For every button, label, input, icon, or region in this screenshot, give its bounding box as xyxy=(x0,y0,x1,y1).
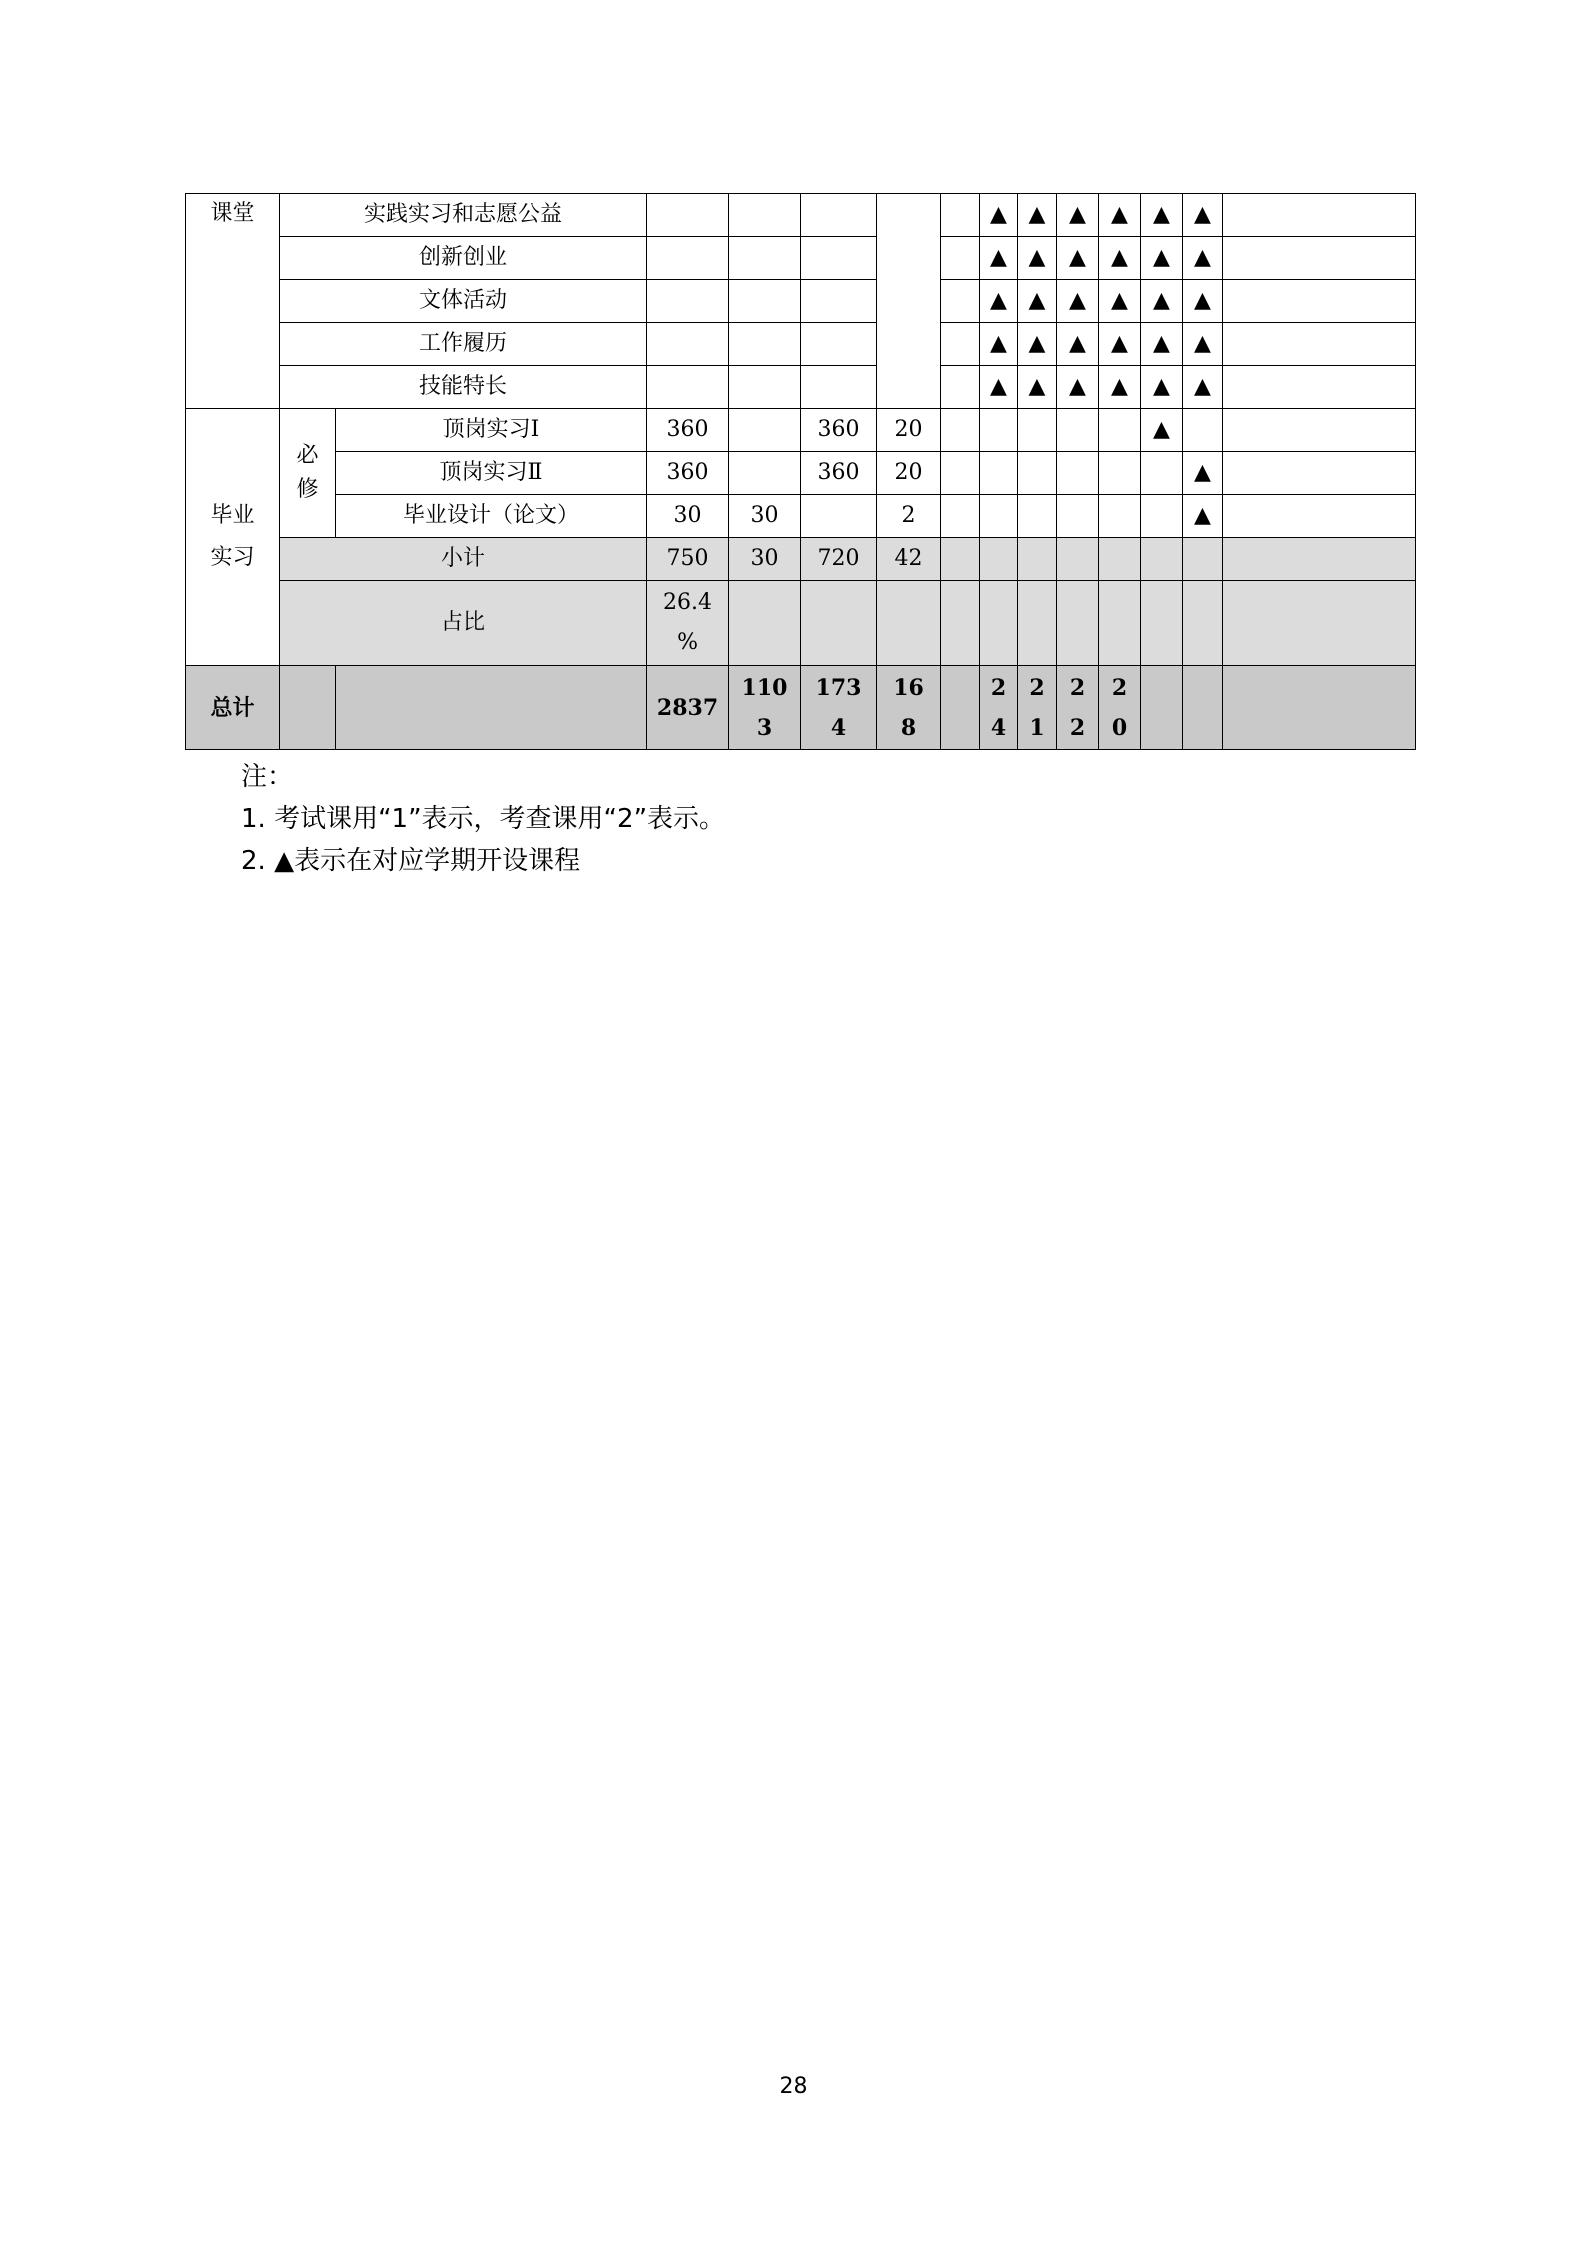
triangle-icon: ▲ xyxy=(1057,280,1099,323)
triangle-icon: ▲ xyxy=(1141,366,1183,409)
grand-total-label: 总计 xyxy=(186,666,280,750)
triangle-icon: ▲ xyxy=(1018,194,1057,237)
triangle-icon: ▲ xyxy=(1183,237,1223,280)
triangle-icon: ▲ xyxy=(980,237,1018,280)
table-row xyxy=(186,237,1416,280)
triangle-icon: ▲ xyxy=(1018,323,1057,366)
course-plan-table xyxy=(185,193,1416,750)
triangle-icon: ▲ xyxy=(1099,194,1141,237)
category-ketang: 课堂 xyxy=(186,194,280,409)
triangle-icon: ▲ xyxy=(1183,194,1223,237)
notes-section xyxy=(241,756,725,882)
category-biye: 毕业 实习 xyxy=(186,409,280,666)
course-name: 工作履历 xyxy=(280,323,647,366)
triangle-icon: ▲ xyxy=(1183,366,1223,409)
triangle-icon: ▲ xyxy=(1141,409,1183,452)
triangle-icon: ▲ xyxy=(1099,237,1141,280)
course-name: 技能特长 xyxy=(280,366,647,409)
table-row xyxy=(186,323,1416,366)
table-row: 毕业设计（论文） 30 30 2 ▲ xyxy=(186,495,1416,538)
triangle-icon: ▲ xyxy=(980,366,1018,409)
ratio-label: 占比 xyxy=(280,581,647,666)
triangle-icon xyxy=(1141,452,1183,495)
notes-title: 注： xyxy=(241,762,294,792)
triangle-icon: ▲ xyxy=(980,194,1018,237)
table-row: 顶岗实习Ⅱ 360 360 20 ▲ xyxy=(186,452,1416,495)
note-line-2: 2. ▲表示在对应学期开设课程 xyxy=(241,846,581,876)
triangle-icon xyxy=(1183,409,1223,452)
course-name: 实践实习和志愿公益 xyxy=(280,194,647,237)
triangle-icon xyxy=(1141,495,1183,538)
triangle-icon: ▲ xyxy=(1141,237,1183,280)
grand-total-row: 总计 2837 110 3 173 4 16 8 2 4 2 1 2 2 2 0 xyxy=(186,666,1416,750)
table-row xyxy=(186,366,1416,409)
table-row xyxy=(186,280,1416,323)
triangle-icon: ▲ xyxy=(1018,280,1057,323)
triangle-icon: ▲ xyxy=(1141,323,1183,366)
triangle-icon: ▲ xyxy=(980,323,1018,366)
subtotal-row: 小计 750 30 720 42 xyxy=(186,538,1416,581)
table-row xyxy=(186,194,1416,237)
triangle-icon: ▲ xyxy=(1057,366,1099,409)
triangle-icon: ▲ xyxy=(1099,280,1141,323)
course-name: 顶岗实习Ⅱ xyxy=(336,452,647,495)
triangle-icon: ▲ xyxy=(1057,194,1099,237)
triangle-icon: ▲ xyxy=(1183,452,1223,495)
triangle-icon: ▲ xyxy=(980,280,1018,323)
page-number: 28 xyxy=(779,2074,808,2099)
course-name: 毕业设计（论文） xyxy=(336,495,647,538)
triangle-icon: ▲ xyxy=(1099,366,1141,409)
triangle-icon: ▲ xyxy=(1141,194,1183,237)
subtotal-label: 小计 xyxy=(280,538,647,581)
triangle-icon: ▲ xyxy=(1183,280,1223,323)
triangle-icon: ▲ xyxy=(1141,280,1183,323)
triangle-icon: ▲ xyxy=(1183,323,1223,366)
triangle-icon: ▲ xyxy=(1018,237,1057,280)
note-line-1: 1. 考试课用“1”表示，考查课用“2”表示。 xyxy=(241,804,726,834)
triangle-icon: ▲ xyxy=(1183,495,1223,538)
course-name: 文体活动 xyxy=(280,280,647,323)
triangle-icon: ▲ xyxy=(1057,237,1099,280)
triangle-icon: ▲ xyxy=(1018,366,1057,409)
course-name: 创新创业 xyxy=(280,237,647,280)
ratio-row xyxy=(186,581,1416,666)
course-name: 顶岗实习Ⅰ xyxy=(336,409,647,452)
ratio-value: 26.4 % xyxy=(647,581,729,666)
table-row: 毕业 实习 必 修 顶岗实习Ⅰ 360 360 20 ▲ xyxy=(186,409,1416,452)
triangle-icon: ▲ xyxy=(1099,323,1141,366)
triangle-icon: ▲ xyxy=(1057,323,1099,366)
required-label: 必 修 xyxy=(280,409,336,538)
